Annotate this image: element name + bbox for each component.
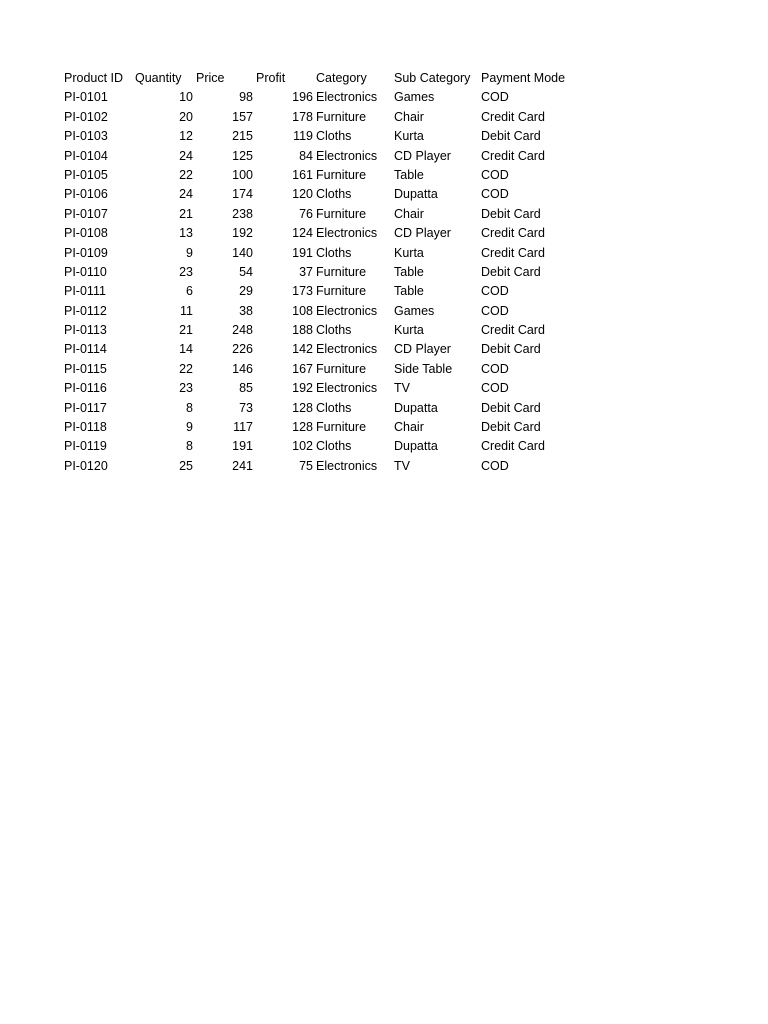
- quantity-cell[interactable]: 22: [179, 361, 193, 376]
- payment-mode-cell[interactable]: Debit Card: [481, 420, 541, 435]
- payment-mode-cell[interactable]: Debit Card: [481, 264, 541, 279]
- profit-cell[interactable]: 196: [292, 90, 313, 105]
- price-cell[interactable]: 215: [232, 129, 253, 144]
- profit-cell[interactable]: 76: [299, 206, 313, 221]
- payment-mode-cell[interactable]: Debit Card: [481, 342, 541, 357]
- category-cell[interactable]: Electronics: [316, 342, 378, 357]
- price-cell[interactable]: 140: [232, 245, 253, 260]
- category-cell[interactable]: Cloths: [316, 439, 352, 454]
- category-cell[interactable]: Cloths: [316, 323, 352, 338]
- table-row: [0, 437, 768, 456]
- sub-category-cell[interactable]: Kurta: [394, 245, 424, 260]
- payment-mode-cell[interactable]: Credit Card: [481, 148, 545, 163]
- sub-category-cell[interactable]: Kurta: [394, 323, 424, 338]
- sub-category-cell[interactable]: Table: [394, 167, 424, 182]
- product-id-cell[interactable]: PI-0118: [64, 420, 107, 435]
- quantity-cell[interactable]: 13: [179, 226, 193, 241]
- quantity-cell[interactable]: 21: [179, 323, 193, 338]
- price-cell[interactable]: 157: [232, 109, 253, 124]
- payment-mode-cell[interactable]: COD: [481, 303, 509, 318]
- quantity-cell[interactable]: 24: [179, 187, 193, 202]
- category-cell[interactable]: Cloths: [316, 245, 352, 260]
- header-price[interactable]: Price: [196, 71, 225, 85]
- header-sub-category[interactable]: Sub Category: [394, 71, 471, 85]
- payment-mode-cell[interactable]: COD: [481, 167, 509, 182]
- profit-cell[interactable]: 102: [292, 439, 313, 454]
- table-row: [0, 263, 768, 282]
- header-payment-mode[interactable]: Payment Mode: [481, 71, 566, 85]
- category-cell[interactable]: Furniture: [316, 206, 367, 221]
- category-cell[interactable]: Furniture: [316, 167, 367, 182]
- payment-mode-cell[interactable]: Debit Card: [481, 129, 541, 144]
- table-row: [0, 166, 768, 185]
- product-id-cell[interactable]: PI-0109: [64, 245, 108, 260]
- quantity-cell[interactable]: 8: [186, 400, 193, 415]
- product-id-cell[interactable]: PI-0113: [64, 323, 107, 338]
- sub-category-cell[interactable]: CD Player: [394, 342, 451, 357]
- table-row: [0, 457, 768, 476]
- table-row: [0, 224, 768, 243]
- profit-cell[interactable]: 188: [292, 323, 313, 338]
- spreadsheet-table: [0, 69, 768, 476]
- payment-mode-cell[interactable]: Credit Card: [481, 439, 545, 454]
- quantity-cell[interactable]: 21: [179, 206, 193, 221]
- product-id-cell[interactable]: PI-0105: [64, 167, 108, 182]
- product-id-cell[interactable]: PI-0116: [64, 381, 107, 396]
- sub-category-cell[interactable]: CD Player: [394, 148, 451, 163]
- profit-cell[interactable]: 124: [292, 226, 313, 241]
- profit-cell[interactable]: 119: [293, 129, 313, 144]
- payment-mode-cell[interactable]: Debit Card: [481, 400, 541, 415]
- payment-mode-cell[interactable]: COD: [481, 381, 509, 396]
- product-id-cell[interactable]: PI-0103: [64, 129, 108, 144]
- product-id-cell[interactable]: PI-0106: [64, 187, 108, 202]
- table-row: [0, 185, 768, 204]
- profit-cell[interactable]: 191: [292, 245, 313, 260]
- payment-mode-cell[interactable]: COD: [481, 361, 509, 376]
- category-cell[interactable]: Cloths: [316, 400, 352, 415]
- header-category[interactable]: Category: [316, 71, 367, 85]
- product-id-cell[interactable]: PI-0120: [64, 458, 108, 473]
- payment-mode-cell[interactable]: Credit Card: [481, 245, 545, 260]
- payment-mode-cell[interactable]: Debit Card: [481, 206, 541, 221]
- payment-mode-cell[interactable]: COD: [481, 187, 509, 202]
- price-cell[interactable]: 38: [239, 303, 253, 318]
- sub-category-cell[interactable]: Dupatta: [394, 187, 438, 202]
- table-row: [0, 418, 768, 437]
- price-cell[interactable]: 54: [239, 264, 253, 279]
- profit-cell[interactable]: 192: [292, 381, 313, 396]
- table-row: [0, 321, 768, 340]
- payment-mode-cell[interactable]: COD: [481, 90, 509, 105]
- quantity-cell[interactable]: 23: [179, 264, 193, 279]
- sub-category-cell[interactable]: Games: [394, 90, 435, 105]
- quantity-cell[interactable]: 6: [186, 284, 193, 299]
- quantity-cell[interactable]: 9: [186, 245, 193, 260]
- payment-mode-cell[interactable]: Credit Card: [481, 323, 545, 338]
- category-cell[interactable]: Cloths: [316, 187, 352, 202]
- price-cell[interactable]: 248: [232, 323, 253, 338]
- price-cell[interactable]: 226: [232, 342, 253, 357]
- header-product-id[interactable]: Product ID: [64, 71, 124, 85]
- profit-cell[interactable]: 128: [292, 420, 313, 435]
- quantity-cell[interactable]: 23: [179, 381, 193, 396]
- sub-category-cell[interactable]: TV: [394, 381, 410, 396]
- price-cell[interactable]: 100: [232, 167, 253, 182]
- table-body: [0, 88, 768, 476]
- sub-category-cell[interactable]: Table: [394, 284, 424, 299]
- price-cell[interactable]: 73: [239, 400, 253, 415]
- payment-mode-cell[interactable]: COD: [481, 284, 509, 299]
- quantity-cell[interactable]: 8: [186, 439, 193, 454]
- table-row: [0, 244, 768, 263]
- product-id-cell[interactable]: PI-0104: [64, 148, 108, 163]
- table-row: [0, 88, 768, 107]
- category-cell[interactable]: Electronics: [316, 381, 378, 396]
- header-profit[interactable]: Profit: [256, 71, 286, 85]
- profit-cell[interactable]: 37: [299, 264, 313, 279]
- sub-category-cell[interactable]: Kurta: [394, 129, 424, 144]
- price-cell[interactable]: 241: [232, 458, 253, 473]
- product-id-cell[interactable]: PI-0102: [64, 109, 108, 124]
- sub-category-cell[interactable]: TV: [394, 458, 410, 473]
- table-row: [0, 360, 768, 379]
- category-cell[interactable]: Furniture: [316, 284, 367, 299]
- quantity-cell[interactable]: 24: [179, 148, 193, 163]
- sub-category-cell[interactable]: Chair: [394, 109, 424, 124]
- category-cell[interactable]: Electronics: [316, 303, 378, 318]
- payment-mode-cell[interactable]: COD: [481, 458, 509, 473]
- category-cell[interactable]: Furniture: [316, 361, 367, 376]
- payment-mode-cell[interactable]: Credit Card: [481, 226, 545, 241]
- profit-cell[interactable]: 142: [292, 342, 313, 357]
- price-cell[interactable]: 125: [232, 148, 253, 163]
- table-row: [0, 340, 768, 359]
- price-cell[interactable]: 117: [233, 420, 253, 435]
- category-cell[interactable]: Furniture: [316, 109, 367, 124]
- product-id-cell[interactable]: PI-0117: [64, 400, 107, 415]
- category-cell[interactable]: Electronics: [316, 148, 378, 163]
- quantity-cell[interactable]: 25: [179, 458, 193, 473]
- payment-mode-cell[interactable]: Credit Card: [481, 109, 545, 124]
- quantity-cell[interactable]: 12: [179, 129, 193, 144]
- price-cell[interactable]: 192: [232, 226, 253, 241]
- sub-category-cell[interactable]: Dupatta: [394, 400, 438, 415]
- quantity-cell[interactable]: 22: [179, 167, 193, 182]
- sub-category-cell[interactable]: Games: [394, 303, 435, 318]
- sub-category-cell[interactable]: Chair: [394, 206, 424, 221]
- table-row: [0, 108, 768, 127]
- sub-category-cell[interactable]: Dupatta: [394, 439, 438, 454]
- profit-cell[interactable]: 167: [292, 361, 313, 376]
- sub-category-cell[interactable]: Chair: [394, 420, 424, 435]
- product-id-cell[interactable]: PI-0111: [64, 284, 106, 299]
- table-row: [0, 282, 768, 301]
- profit-cell[interactable]: 75: [299, 458, 313, 473]
- quantity-cell[interactable]: 10: [179, 90, 193, 105]
- sub-category-cell[interactable]: Table: [394, 264, 424, 279]
- product-id-cell[interactable]: PI-0110: [64, 264, 107, 279]
- profit-cell[interactable]: 161: [292, 167, 313, 182]
- price-cell[interactable]: 191: [232, 439, 253, 454]
- product-id-cell[interactable]: PI-0101: [64, 90, 108, 105]
- price-cell[interactable]: 85: [239, 381, 253, 396]
- price-cell[interactable]: 174: [232, 187, 253, 202]
- table-row: [0, 205, 768, 224]
- profit-cell[interactable]: 108: [292, 303, 313, 318]
- product-id-cell[interactable]: PI-0107: [64, 206, 108, 221]
- category-cell[interactable]: Furniture: [316, 264, 367, 279]
- category-cell[interactable]: Electronics: [316, 90, 378, 105]
- category-cell[interactable]: Furniture: [316, 420, 367, 435]
- profit-cell[interactable]: 178: [292, 109, 313, 124]
- profit-cell[interactable]: 120: [292, 187, 313, 202]
- price-cell[interactable]: 29: [239, 284, 253, 299]
- table-header-row: [0, 69, 768, 88]
- table-row: [0, 302, 768, 321]
- product-id-cell[interactable]: PI-0112: [64, 303, 107, 318]
- table-row: [0, 379, 768, 398]
- category-cell[interactable]: Electronics: [316, 226, 378, 241]
- profit-cell[interactable]: 173: [292, 284, 313, 299]
- quantity-cell[interactable]: 9: [186, 420, 193, 435]
- profit-cell[interactable]: 84: [299, 148, 313, 163]
- price-cell[interactable]: 238: [232, 206, 253, 221]
- table-row: [0, 147, 768, 166]
- quantity-cell[interactable]: 20: [179, 109, 193, 124]
- product-id-cell[interactable]: PI-0119: [64, 439, 107, 454]
- header-quantity[interactable]: Quantity: [135, 71, 182, 85]
- price-cell[interactable]: 98: [239, 90, 253, 105]
- quantity-cell[interactable]: 14: [179, 342, 193, 357]
- product-id-cell[interactable]: PI-0115: [64, 361, 107, 376]
- category-cell[interactable]: Electronics: [316, 458, 378, 473]
- quantity-cell[interactable]: 11: [180, 303, 193, 318]
- product-id-cell[interactable]: PI-0114: [64, 342, 107, 357]
- category-cell[interactable]: Cloths: [316, 129, 352, 144]
- sub-category-cell[interactable]: CD Player: [394, 226, 451, 241]
- table-row: [0, 399, 768, 418]
- sub-category-cell[interactable]: Side Table: [394, 361, 453, 376]
- table-row: [0, 127, 768, 146]
- price-cell[interactable]: 146: [232, 361, 253, 376]
- profit-cell[interactable]: 128: [292, 400, 313, 415]
- product-id-cell[interactable]: PI-0108: [64, 226, 108, 241]
